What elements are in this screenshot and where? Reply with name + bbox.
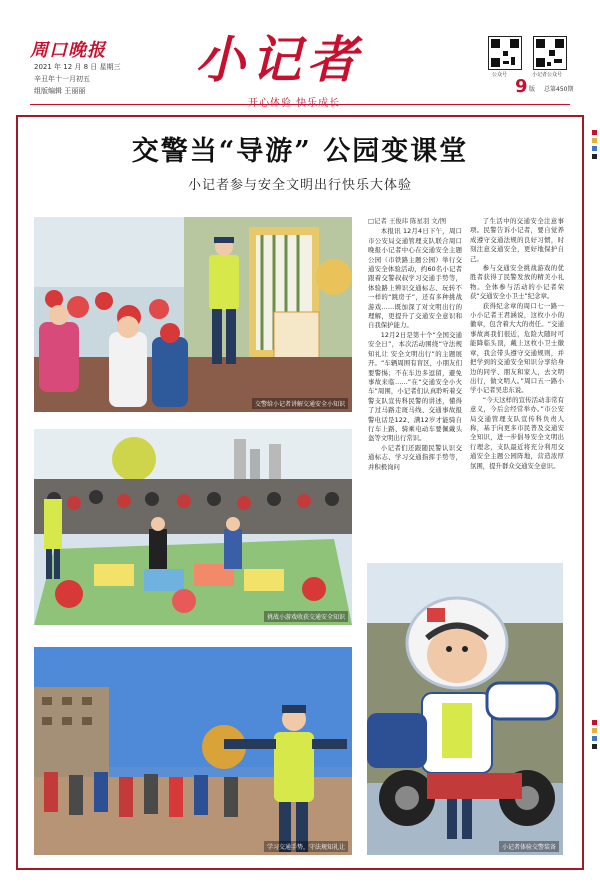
article-paragraph: 参与交通安全挑战游戏的优胜者获得了民警发放的精美小礼物。全体参与活动的小记者荣获“交通安全小卫士”纪念章。 [470, 264, 564, 301]
lunar-date: 辛丑年十一月初五 [34, 75, 90, 83]
paper-name-logo: 周口晚报 [30, 40, 106, 61]
photo-caption: 挑战小游戏收获交通安全知识 [264, 611, 348, 622]
publication-date: 2021 年 12 月 8 日 星期三 [34, 63, 121, 71]
color-registration-strip [592, 130, 598, 162]
article-paragraph: “今天这样的宣传活动非常有意义，今后会经常举办。”市公安局交通管理支队宣传科负责人称，基于向更多市民普及交通安全知识，进一步倡导安全文明出行理念，支队最近将充分利用交通安全主题公园阵地，营造浓厚氛围，提升群众交通安全意识。 [470, 395, 564, 470]
photo-floor-game [34, 429, 352, 625]
article-paragraph: 本报讯 12月4日下午，周口市公安局交通管理支队联合周口晚报小记者中心在交通安全主题公园（市铁路主题公园）举行交通安全体验活动，约60名小记者跟着交警叔叔学习交通手势等，体验路上辨识交通标志、玩转不一样的“跳房子”，还有多种挑战游戏……既加深了对文明出行的理解，更提升了交通安全意识和自我保护能力。 [368, 227, 462, 330]
qr-code-icon [533, 36, 567, 70]
photo-police-cutout [367, 563, 563, 855]
photo-hand-signals [34, 647, 352, 855]
article-paragraph: 12月2日是第十个“全国交通安全日”，本次活动围绕“守法规知礼让 安全文明出行”的主题展开。“车辆周围有盲区，小朋友们要警惕；不在车边多逗留，避免事故来临……”在“交通安全小火车”周围，小记者们认真聆听着交警支队宣传科民警的讲述，懂得了过马路走斑马线、交通事故报警电话是122、满12岁才能骑自行车上路、骑乘电动车要佩戴头盔等文明出行常识。 [368, 330, 462, 443]
masthead-divider [30, 104, 570, 105]
masthead [0, 0, 600, 112]
article-headline: 交警当“导游” 公园变课堂 [131, 136, 469, 167]
article-paragraph: 小记者们还跟随民警认识交通标志、学习交通指挥手势等，并积极询问 [368, 443, 462, 471]
article-frame [16, 115, 584, 870]
issue-number: 总第450期 [544, 86, 574, 93]
qr-label-1: 公众号 [492, 72, 508, 78]
qr-code-icon [488, 36, 522, 70]
photo-police-with-children [34, 217, 352, 412]
color-registration-strip [592, 720, 598, 752]
page-label: 版 [529, 86, 536, 93]
article-paragraph: 了生活中的交通安全注意事项。民警告诉小记者，要自觉养成遵守交通法规的良好习惯，时刻注意交通安全，更好地保护自己。 [470, 217, 564, 263]
section-title: 小记者 [195, 30, 363, 89]
qr-label-2: 小记者公众号 [532, 72, 563, 78]
article-column-2 [470, 217, 564, 547]
photo-caption: 小记者体验交警装备 [499, 841, 559, 852]
article-byline: □记者 王俊玮 陈星羽 文/图 [368, 217, 447, 225]
editor-credit: 组版编辑 王丽丽 [34, 87, 86, 95]
photo-caption: 交警给小记者讲解交通安全小知识 [252, 398, 348, 409]
photo-caption: 学习交通手势，守法规知礼让 [264, 841, 348, 852]
article-paragraph: 获得纪念章的周口七一路一小小记者王君涵说，这枚小小的徽章，包含着大大的责任。“交通事故离我们很近，危险大随时可能降临头顶，戴上这枚小卫士徽章，我会带头遵守交通规则，并把学到的交通安全知识分享给身边的同学、朋友和家人，去文明出行，做文明人。”周口五一路小学小记者吴忠东说。 [470, 301, 564, 395]
article-subhead: 小记者参与安全文明出行快乐大体验 [187, 178, 412, 193]
article-column-1 [368, 217, 462, 547]
section-slogan [248, 94, 340, 109]
page-number: 9 [515, 76, 528, 97]
